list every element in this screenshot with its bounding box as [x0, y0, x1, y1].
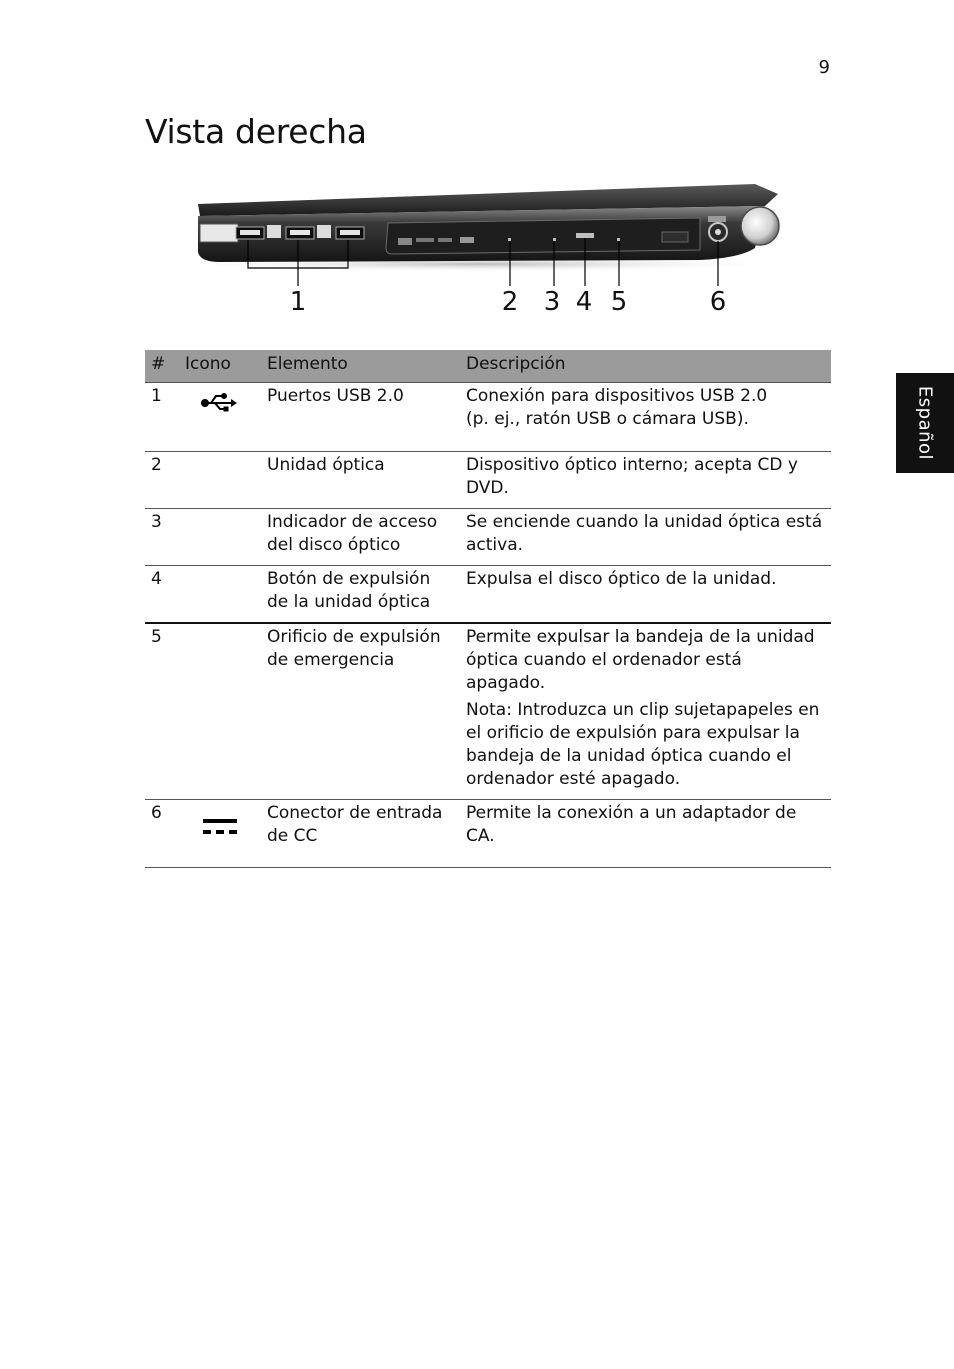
page-title: Vista derecha — [145, 112, 367, 151]
row-element: Puertos USB 2.0 — [261, 383, 460, 452]
callout-4: 4 — [575, 287, 593, 317]
row-note — [466, 699, 825, 791]
row-icon — [179, 623, 261, 800]
table-row — [145, 566, 831, 624]
language-tab-label: Español — [914, 385, 936, 461]
table-row — [145, 452, 831, 509]
row-number: 3 — [145, 509, 179, 566]
callout-1: 1 — [289, 287, 307, 317]
note-text: Introduzca un clip sujetapapeles en el orificio de expulsión para expulsar la bandeja de la unidad óptica cuando el ordenador esté apagado. — [466, 700, 820, 789]
row-number: 5 — [145, 623, 179, 800]
row-number: 2 — [145, 452, 179, 509]
callout-6: 6 — [709, 287, 727, 317]
callout-3: 3 — [543, 287, 561, 317]
row-element: Orificio de expulsión de emergencia — [261, 623, 460, 800]
row-icon — [179, 509, 261, 566]
row-description: Expulsa el disco óptico de la unidad. — [460, 566, 831, 624]
row-number: 4 — [145, 566, 179, 624]
row-description — [460, 383, 831, 452]
table-header-row — [145, 350, 831, 383]
language-tab — [896, 373, 954, 473]
table-row — [145, 800, 831, 868]
row-number: 1 — [145, 383, 179, 452]
row-description-line: (p. ej., ratón USB o cámara USB). — [466, 409, 749, 429]
callout-2: 2 — [501, 287, 519, 317]
row-element: Unidad óptica — [261, 452, 460, 509]
row-element: Indicador de acceso del disco óptico — [261, 509, 460, 566]
row-icon — [179, 800, 261, 868]
row-icon — [179, 566, 261, 624]
header-description: Descripción — [460, 350, 831, 383]
header-element: Elemento — [261, 350, 460, 383]
table-row — [145, 383, 831, 452]
page-number: 9 — [818, 57, 830, 78]
usb-icon — [201, 391, 239, 413]
row-description: Permite la conexión a un adaptador de CA. — [460, 800, 831, 868]
note-label: Nota: — [466, 700, 512, 720]
row-element: Conector de entrada de CC — [261, 800, 460, 868]
header-icon: Icono — [179, 350, 261, 383]
row-icon — [179, 452, 261, 509]
row-description — [460, 623, 831, 800]
table-row — [145, 509, 831, 566]
row-icon — [179, 383, 261, 452]
row-description: Se enciende cuando la unidad óptica está activa. — [460, 509, 831, 566]
table-row — [145, 623, 831, 800]
dc-power-icon — [201, 816, 239, 840]
row-number: 6 — [145, 800, 179, 868]
callout-5: 5 — [610, 287, 628, 317]
header-number: # — [145, 350, 179, 383]
ports-table — [145, 350, 831, 868]
row-description-line: Conexión para dispositivos USB 2.0 — [466, 386, 768, 406]
row-element: Botón de expulsión de la unidad óptica — [261, 566, 460, 624]
row-description: Dispositivo óptico interno; acepta CD y DVD. — [460, 452, 831, 509]
row-description-text: Permite expulsar la bandeja de la unidad óptica cuando el ordenador está apagado. — [466, 627, 815, 693]
